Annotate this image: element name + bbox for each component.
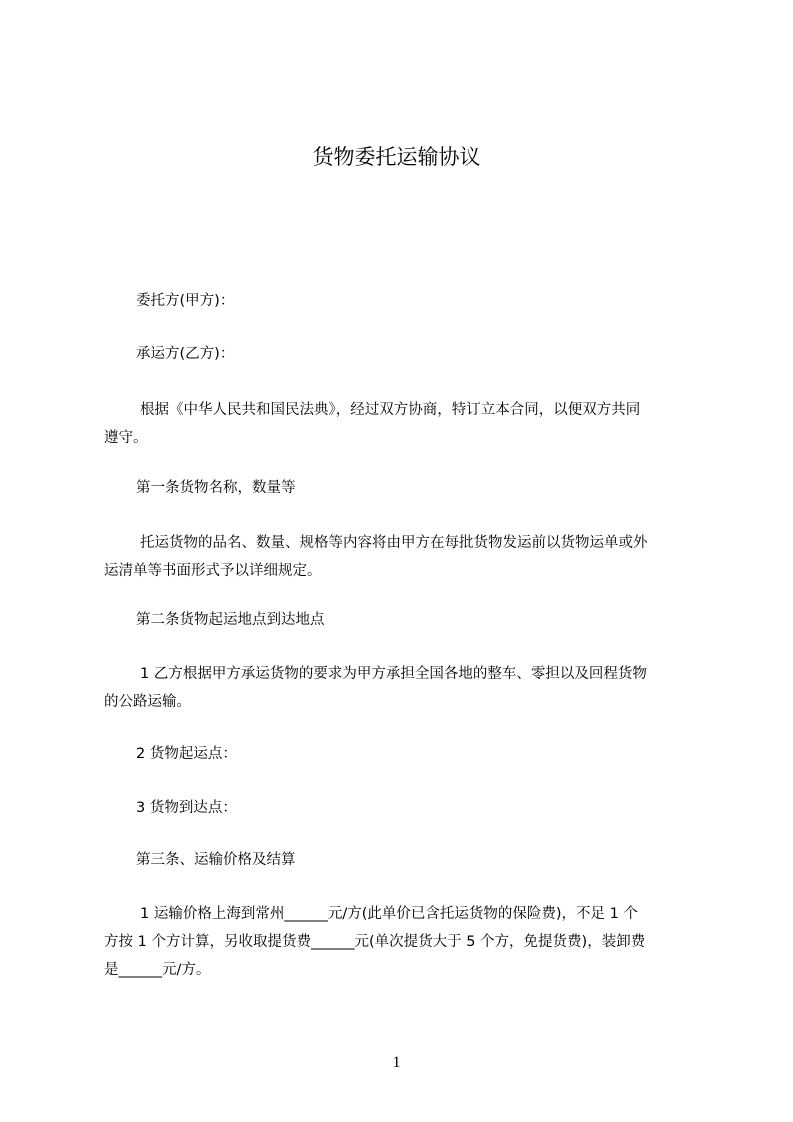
intro-line-1: 根据《中华人民共和国民法典》，经过双方协商，特订立本合同，以便双方共同 — [140, 402, 641, 418]
article-2-item-3-text: 3 货物到达点： — [136, 800, 237, 816]
article-2-item-3 — [104, 794, 704, 822]
article-3-item-1-line-2: 方按 1 个方计算，另收取提货费______元(单次提货大于 5 个方，免提货费)，装卸费 — [104, 934, 646, 950]
article-3-item-1-line-1: 1 运输价格上海到常州______元/方(此单价已含托运货物的保险费)，不足 1 个 — [140, 906, 638, 922]
party-b-label: 承运方(乙方)： — [136, 346, 235, 362]
document-title: 货物委托运输协议 — [312, 145, 481, 169]
article-1-line-2: 运清单等书面形式予以详细规定。 — [104, 563, 322, 579]
party-a-label: 委托方(甲方)： — [136, 293, 235, 309]
article-2-heading — [104, 606, 704, 634]
article-1-paragraph — [104, 529, 704, 585]
article-1-heading — [104, 474, 704, 502]
article-2-item-1-line-1: 1 乙方根据甲方承运货物的要求为甲方承担全国各地的整车、零担以及回程货物 — [140, 666, 647, 682]
party-a-line — [104, 287, 704, 315]
article-2-title: 第二条货物起运地点到达地点 — [136, 612, 325, 628]
article-2-item-1 — [104, 660, 704, 716]
article-3-heading — [104, 846, 704, 874]
intro-line-2: 遵守。 — [104, 430, 148, 446]
article-3-title: 第三条、运输价格及结算 — [136, 852, 296, 868]
article-3-item-1 — [104, 900, 704, 984]
article-2-item-2-text: 2 货物起运点： — [136, 746, 237, 762]
page-number: 1 — [392, 1054, 401, 1071]
article-3-item-1-line-3: 是______元/方。 — [104, 962, 211, 978]
intro-paragraph — [104, 396, 704, 452]
article-2-item-1-line-2: 的公路运输。 — [104, 694, 191, 710]
party-b-line — [104, 340, 704, 368]
article-2-item-2 — [104, 740, 704, 768]
article-1-line-1: 托运货物的品名、数量、规格等内容将由甲方在每批货物发运前以货物运单或外 — [140, 535, 648, 551]
article-1-title: 第一条货物名称，数量等 — [136, 480, 296, 496]
